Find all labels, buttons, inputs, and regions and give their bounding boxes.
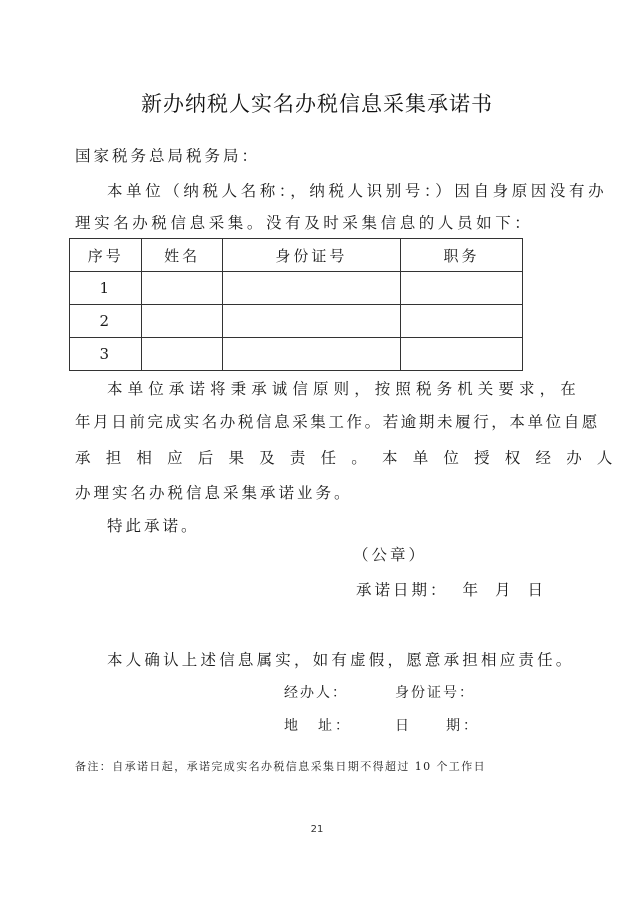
- cell-serial-number: 3: [70, 338, 142, 371]
- commitment-line-4: 办理实名办税信息采集承诺业务。: [75, 484, 353, 502]
- cell-position[interactable]: [401, 305, 523, 338]
- cell-name[interactable]: [142, 272, 222, 305]
- document-title: 新办纳税人实名办税信息采集承诺书: [141, 92, 493, 116]
- date-field-label: 日 期：: [395, 718, 480, 734]
- addressee: 国家税务总局税务局：: [75, 147, 261, 165]
- cell-serial-number: 2: [70, 305, 142, 338]
- agent-id-number-label: 身份证号：: [395, 685, 475, 701]
- cell-position[interactable]: [401, 338, 523, 371]
- header-name: 姓名: [142, 239, 222, 272]
- commitment-line-3: 承担相应后果及责任。本单位授权经办人: [75, 449, 628, 467]
- remark-note: 备注：自承诺日起，承诺完成实名办税信息采集日期不得超过 10 个工作日: [75, 760, 486, 773]
- header-serial-number: 序号: [70, 239, 142, 272]
- header-position: 职务: [401, 239, 523, 272]
- agent-field-label: 经办人：: [284, 685, 348, 701]
- table-row: [70, 338, 523, 371]
- cell-serial-number: 1: [70, 272, 142, 305]
- cell-name[interactable]: [142, 338, 222, 371]
- cell-name[interactable]: [142, 305, 222, 338]
- commitment-date: [356, 580, 546, 600]
- commitment-date-year: 年: [462, 581, 482, 599]
- page-number: 21: [310, 824, 324, 835]
- commitment-date-day: 日: [527, 581, 547, 599]
- header-id-number: 身份证号: [222, 239, 400, 272]
- table-row: [70, 305, 523, 338]
- staff-table: [69, 238, 523, 371]
- commitment-line-1: 本单位承诺将秉承诚信原则，按照税务机关要求，在: [107, 380, 581, 398]
- closing-text: 特此承诺。: [107, 517, 200, 535]
- table-header-row: [70, 239, 523, 272]
- official-seal-label: （公章）: [353, 546, 428, 564]
- commitment-date-month: 月: [495, 581, 514, 599]
- cell-id-number[interactable]: [222, 305, 400, 338]
- commitment-date-label: 承诺日期：: [356, 581, 449, 599]
- commitment-line-2: 年月日前完成实名办税信息采集工作。若逾期未履行，本单位自愿: [75, 413, 600, 431]
- cell-id-number[interactable]: [222, 272, 400, 305]
- intro-line-2: 理实名办税信息采集。没有及时采集信息的人员如下：: [75, 214, 534, 232]
- address-field-label: 地 址：: [284, 718, 352, 734]
- intro-line-1: 本单位（纳税人名称：，纳税人识别号：）因自身原因没有办: [107, 182, 608, 200]
- confirmation-statement: 本人确认上述信息属实，如有虚假，愿意承担相应责任。: [107, 651, 575, 669]
- cell-id-number[interactable]: [222, 338, 400, 371]
- cell-position[interactable]: [401, 272, 523, 305]
- table-row: [70, 272, 523, 305]
